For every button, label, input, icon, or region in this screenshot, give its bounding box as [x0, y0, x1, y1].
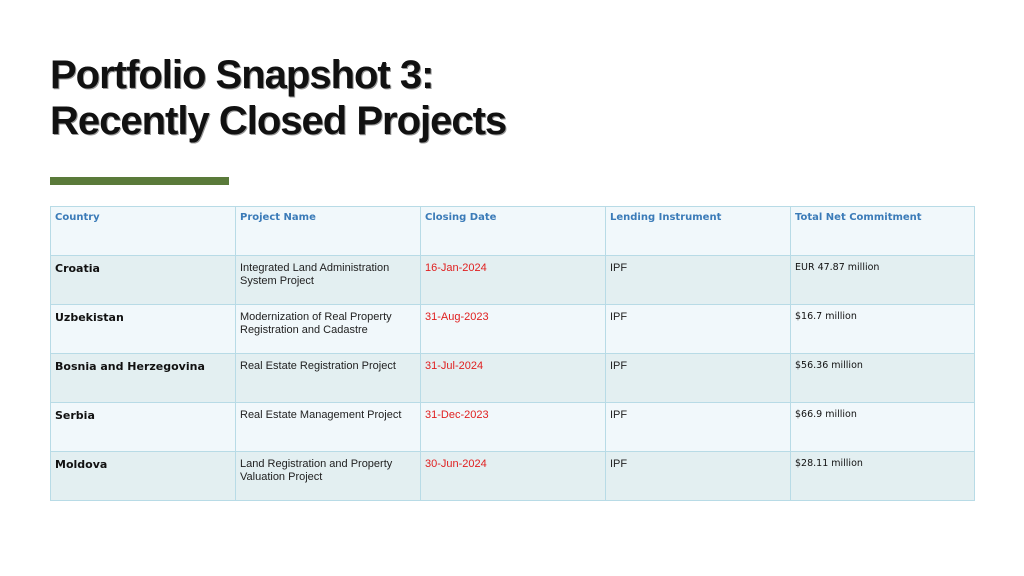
title-accent-bar: [50, 177, 229, 185]
table-row: [51, 305, 975, 354]
cell-closing-date: 16-Jan-2024: [421, 256, 606, 305]
cell-total-net-commitment: $56.36 million: [791, 354, 975, 403]
cell-closing-date: 30-Jun-2024: [421, 452, 606, 501]
cell-project-name: Real Estate Management Project: [236, 403, 421, 452]
header-lending-instrument: Lending Instrument: [606, 207, 791, 256]
table-row: [51, 403, 975, 452]
table-row: [51, 452, 975, 501]
cell-lending-instrument: IPF: [606, 354, 791, 403]
cell-country: Bosnia and Herzegovina: [51, 354, 236, 403]
cell-project-name: Modernization of Real Property Registration and Cadastre: [236, 305, 421, 354]
cell-lending-instrument: IPF: [606, 452, 791, 501]
cell-closing-date: 31-Dec-2023: [421, 403, 606, 452]
projects-table: [50, 206, 975, 501]
table-row: [51, 354, 975, 403]
table-header-row: [51, 207, 975, 256]
cell-total-net-commitment: $16.7 million: [791, 305, 975, 354]
cell-country: Serbia: [51, 403, 236, 452]
cell-country: Uzbekistan: [51, 305, 236, 354]
header-project-name: Project Name: [236, 207, 421, 256]
header-country: Country: [51, 207, 236, 256]
cell-lending-instrument: IPF: [606, 256, 791, 305]
cell-lending-instrument: IPF: [606, 305, 791, 354]
cell-closing-date: 31-Jul-2024: [421, 354, 606, 403]
page-title-line-2: Recently Closed Projects: [50, 99, 507, 143]
cell-project-name: Real Estate Registration Project: [236, 354, 421, 403]
cell-country: Croatia: [51, 256, 236, 305]
cell-project-name: Land Registration and Property Valuation Project: [236, 452, 421, 501]
header-total-net-commitment: Total Net Commitment: [791, 207, 975, 256]
page-title: [50, 52, 506, 144]
cell-total-net-commitment: $66.9 million: [791, 403, 975, 452]
page-title-line-1: Portfolio Snapshot 3:: [50, 53, 434, 97]
cell-project-name: Integrated Land Administration System Project: [236, 256, 421, 305]
cell-closing-date: 31-Aug-2023: [421, 305, 606, 354]
cell-total-net-commitment: EUR 47.87 million: [791, 256, 975, 305]
cell-country: Moldova: [51, 452, 236, 501]
cell-total-net-commitment: $28.11 million: [791, 452, 975, 501]
table-row: [51, 256, 975, 305]
header-closing-date: Closing Date: [421, 207, 606, 256]
cell-lending-instrument: IPF: [606, 403, 791, 452]
